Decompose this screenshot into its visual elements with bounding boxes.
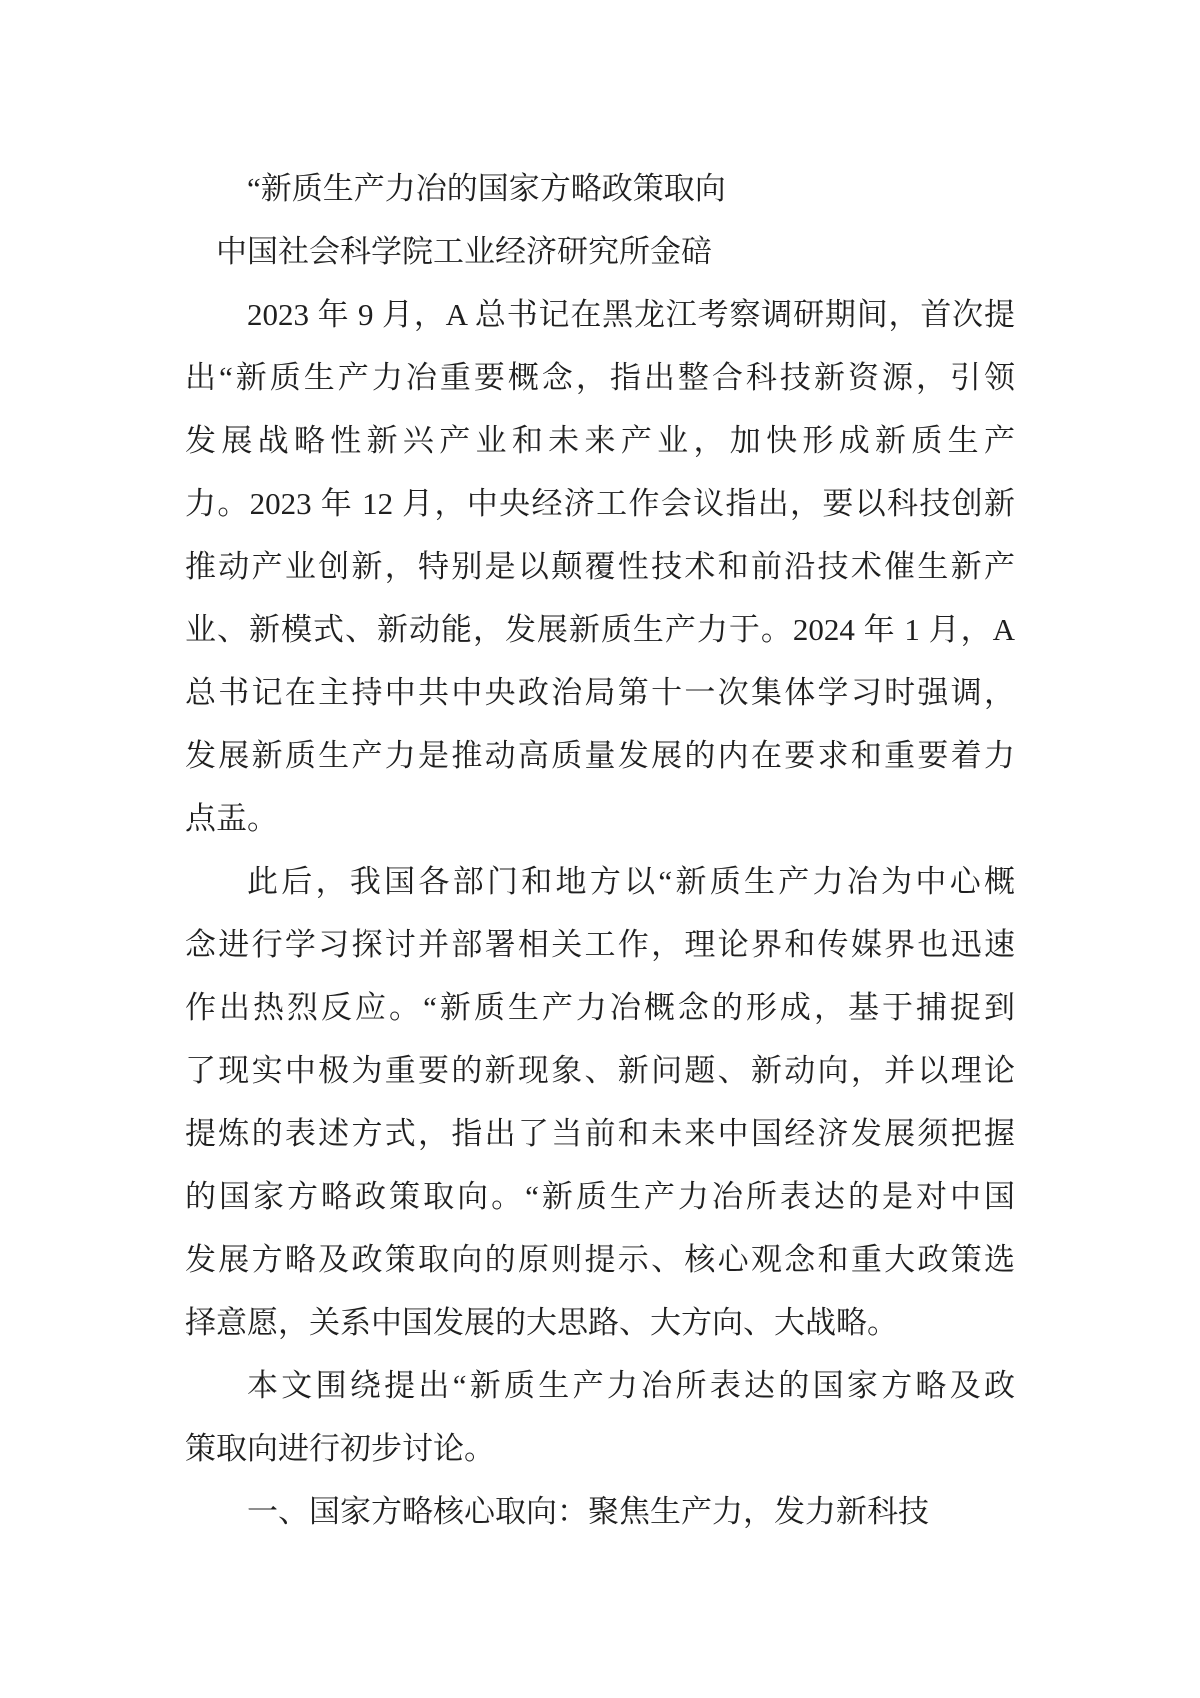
paragraph-line: 念进行学习探讨并部署相关工作，理论界和传媒界也迅速 <box>185 927 1015 962</box>
paragraph-line: 总书记在主持中共中央政治局第十一次集体学习时强调， <box>185 675 1015 710</box>
paragraph-line: 发展新质生产力是推动高质量发展的内在要求和重要着力 <box>185 738 1015 773</box>
paragraph-line: 此后，我国各部门和地方以“新质生产力冶为中心概 <box>247 864 1015 899</box>
paragraph-line: 择意愿，关系中国发展的大思路、大方向、大战略。 <box>185 1305 898 1340</box>
paragraph-line: 力。2023 年 12 月，中央经济工作会议指出，要以科技创新 <box>185 486 1015 521</box>
title-line: “新质生产力冶的国家方略政策取向 <box>247 171 726 206</box>
paragraph-line: 发展战略性新兴产业和未来产业，加快形成新质生产 <box>185 423 1015 458</box>
paragraph-line: 提炼的表述方式，指出了当前和未来中国经济发展须把握 <box>185 1116 1015 1151</box>
section-heading: 一、国家方略核心取向：聚焦生产力，发力新科技 <box>247 1494 929 1529</box>
paragraph-line: 的国家方略政策取向。“新质生产力冶所表达的是对中国 <box>185 1179 1015 1214</box>
paragraph-line: 业、新模式、新动能，发展新质生产力于。2024 年 1 月，A <box>185 612 1015 647</box>
paragraph-line: 2023 年 9 月，A 总书记在黑龙江考察调研期间，首次提 <box>247 297 1015 332</box>
paragraph-line: 点盂。 <box>185 801 278 836</box>
author-line: 中国社会科学院工业经济研究所金碚 <box>216 234 712 269</box>
paragraph-line: 发展方略及政策取向的原则提示、核心观念和重大政策选 <box>185 1242 1015 1277</box>
paragraph-line: 本文围绕提出“新质生产力冶所表达的国家方略及政 <box>247 1368 1015 1403</box>
paragraph-line: 推动产业创新，特别是以颠覆性技术和前沿技术催生新产 <box>185 549 1015 584</box>
paragraph-line: 策取向进行初步讨论。 <box>185 1431 495 1466</box>
paragraph-line: 出“新质生产力冶重要概念，指出整合科技新资源，引领 <box>185 360 1015 395</box>
paragraph-line: 了现实中极为重要的新现象、新问题、新动向，并以理论 <box>185 1053 1015 1088</box>
paragraph-line: 作出热烈反应。“新质生产力冶概念的形成，基于捕捉到 <box>185 990 1015 1025</box>
document-content <box>185 157 1015 1543</box>
